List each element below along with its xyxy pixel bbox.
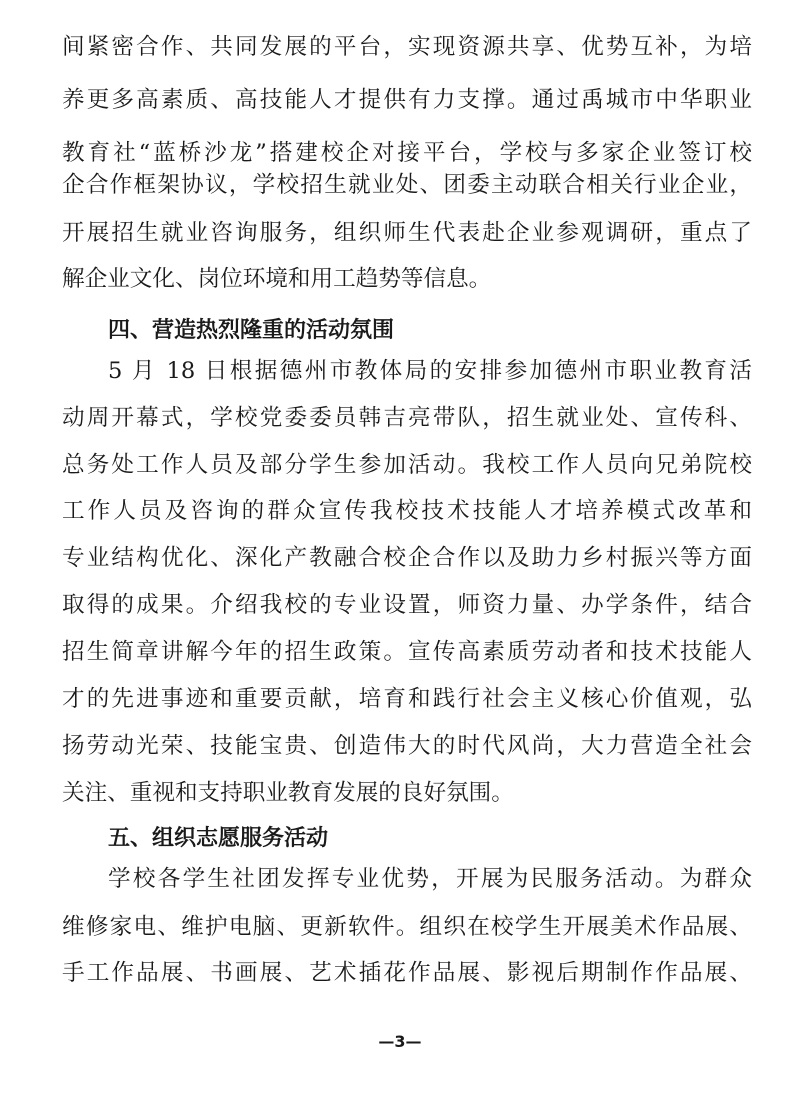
paragraph-line: 专业结构优化、深化产教融合校企合作以及助力乡村振兴等方面	[62, 545, 752, 571]
paragraph-line: 招生简章讲解今年的招生政策。宣传高素质劳动者和技术技能人	[62, 639, 752, 665]
paragraph-line: 企合作框架协议，学校招生就业处、团委主动联合相关行业企业，	[62, 172, 752, 198]
paragraph-line: 扬劳动光荣、技能宝贵、创造伟大的时代风尚，大力营造全社会	[62, 733, 752, 759]
paragraph-line: 工作人员及咨询的群众宣传我校技术技能人才培养模式改革和	[62, 498, 752, 524]
paragraph-line: 5 月 18 日根据德州市教体局的安排参加德州市职业教育活	[108, 358, 752, 384]
section-heading: 四、营造热烈隆重的活动氛围	[108, 318, 395, 343]
paragraph-line: 总务处工作人员及部分学生参加活动。我校工作人员向兄弟院校	[62, 452, 752, 478]
paragraph-line: 关注、重视和支持职业教育发展的良好氛围。	[62, 780, 514, 806]
section-heading: 五、组织志愿服务活动	[108, 826, 329, 851]
paragraph-line: 才的先进事迹和重要贡献，培育和践行社会主义核心价值观，弘	[62, 686, 752, 712]
paragraph-line: 解企业文化、岗位环境和用工趋势等信息。	[62, 266, 492, 292]
paragraph-line: 维修家电、维护电脑、更新软件。组织在校学生开展美术作品展、	[62, 914, 752, 940]
paragraph-line: 间紧密合作、共同发展的平台，实现资源共享、优势互补，为培	[62, 34, 752, 60]
paragraph-line: 教育社“蓝桥沙龙”搭建校企对接平台，学校与多家企业签订校	[62, 140, 752, 166]
paragraph-line: 动周开幕式，学校党委委员韩吉亮带队，招生就业处、宣传科、	[62, 405, 752, 431]
paragraph-line: 养更多高素质、高技能人才提供有力支撑。通过禹城市中华职业	[62, 87, 752, 113]
paragraph-line: 学校各学生社团发挥专业优势，开展为民服务活动。为群众	[108, 866, 752, 892]
paragraph-line: 取得的成果。介绍我校的专业设置，师资力量、办学条件，结合	[62, 592, 752, 618]
paragraph-line: 开展招生就业咨询服务，组织师生代表赴企业参观调研，重点了	[62, 220, 752, 246]
paragraph-line: 手工作品展、书画展、艺术插花作品展、影视后期制作作品展、	[62, 960, 752, 986]
page-number: —3—	[378, 1032, 422, 1051]
